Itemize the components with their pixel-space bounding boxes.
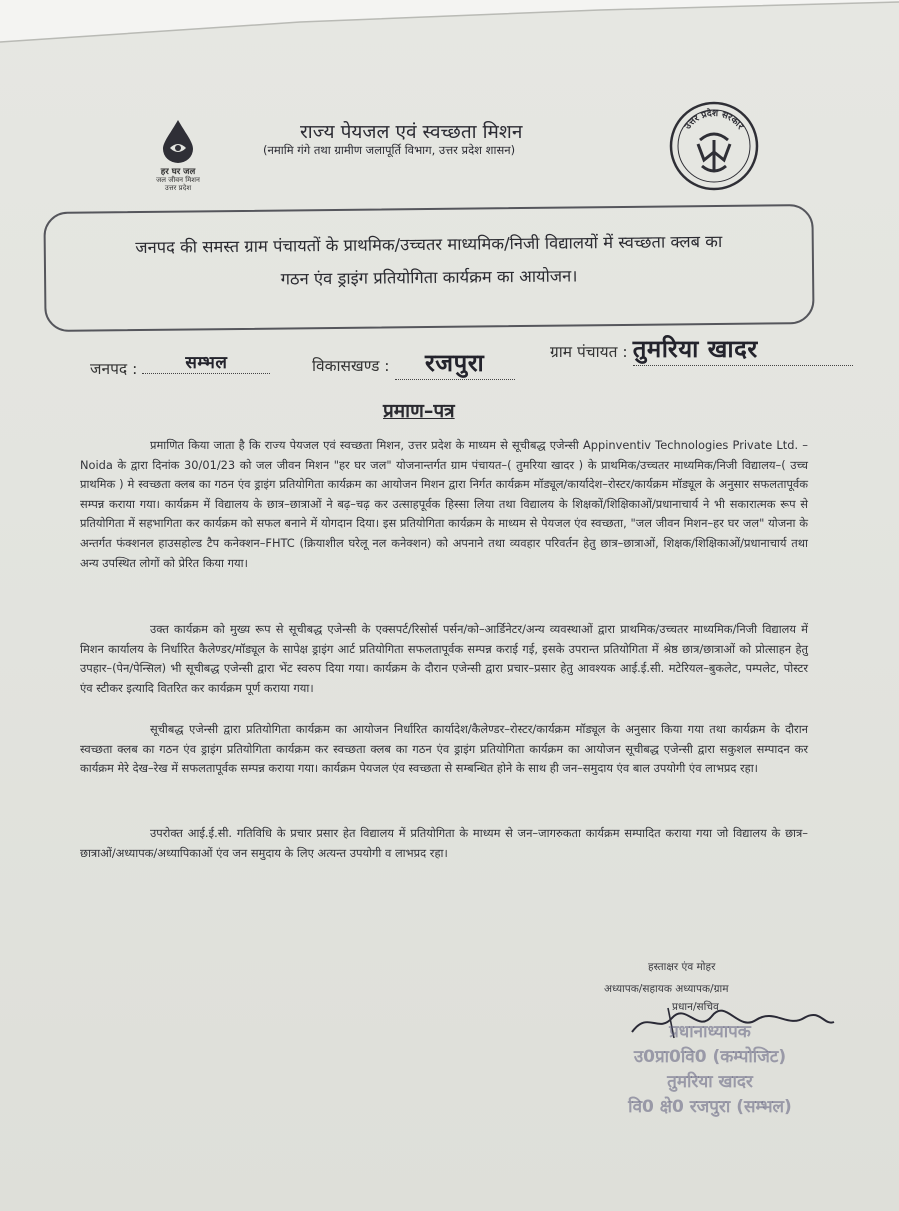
certificate-paragraph-1: प्रमाणित किया जाता है कि राज्य पेयजल एवं स्वच्छता मिशन, उत्तर प्रदेश के माध्यम से सूचीबद्ध एजेन्सी Appinventiv Technologies Private Ltd. – Noida के द्वारा दिनांक 30/01/23 को जल जीवन मिशन "हर घर जल" योजनान्तर्गत ग्राम पंचायत–( तुमरिया खादर ) के प्राथमिक/उच्चतर माध्यमिक/निजी विद्यालय–( उच्च प्राथमिक ) मे स्वच्छता क्लब का गठन एंव ड्राइंग प्रतियोगिता कार्यक्रम का आयोजन मिशन द्वारा निर्गत कार्यक्रम मॉड्यूल/कार्यादेश–रोस्टर/कार्यक्रम मॉड्यूल के अनुसार सफलतापूर्वक सम्पन्न कराया गया। कार्यक्रम में विद्यालय के छात्र–छात्राओं ने बढ़–चढ़ कर उत्साहपूर्वक हिस्सा लिया तथा विद्यालय के शिक्षकों/शिक्षिकाओं/प्रधानाचार्य ने भी सकारात्मक रूप से प्रतियोगिता में सहभागिता कर कार्यक्रम को सफल बनाने में योगदान दिया। इस प्रतियोगिता कार्यक्रम के माध्यम से पेयजल एंव स्वच्छता, "जल जीवन मिशन–हर घर जल" योजना के अन्तर्गत फंक्शनल हाउसहोल्ड टैप कनेक्शन–FHTC (क्रियाशील घरेलू नल कनेक्शन) को अपनाने तथा व्यवहार परिवर्तन हेतु छात्र–छात्राओं, शिक्षक/शिक्षिकाओं/प्रधानाचार्य तथा अन्य उपस्थित लोगों को प्रेरित किया गया। (80, 438, 808, 570)
signature-designation: अध्यापक/सहायक अध्यापक/ग्राम (604, 983, 729, 995)
logo-caption-1: हर घर जल (160, 167, 196, 177)
block-value: रजपुरा (395, 346, 515, 380)
emblem-text: उत्तर प्रदेश सरकार (683, 108, 745, 132)
water-drop-icon (160, 118, 196, 164)
stamp-line-3: तुमरिया खादर (667, 1072, 753, 1092)
janpad-value: सम्भल (142, 350, 270, 374)
signature-designation-2: प्रधान/सचिव (672, 1001, 719, 1013)
signature-heading: हस्ताक्षर एंव मोहर (648, 961, 716, 973)
janpad-label: जनपद : (90, 360, 138, 378)
gram-panchayat-label: ग्राम पंचायत : (550, 343, 628, 361)
torn-top-edge (0, 0, 899, 48)
gram-panchayat-value: तुमरिया खादर (633, 332, 853, 366)
certificate-title: प्रमाण–पत्र (383, 400, 455, 422)
stamp-line-1: प्रधानाध्यापक (669, 1022, 751, 1042)
subject-line-1: जनपद की समस्त ग्राम पंचायतों के प्राथमिक/उच्चतर माध्यमिक/निजी विद्यालयों में स्वच्छता क्लब का (135, 231, 723, 258)
header-subtitle: (नमामि गंगे तथा ग्रामीण जलापूर्ति विभाग, उत्तर प्रदेश शासन) (263, 143, 516, 157)
up-government-emblem-icon (668, 100, 760, 192)
subject-line-2: गठन एंव ड्राइंग प्रतियोगिता कार्यक्रम का आयोजन। (280, 266, 578, 289)
gram-panchayat-field (550, 332, 853, 366)
stamp-line-4: वि0 क्षे0 रजपुरा (सम्भल) (628, 1097, 792, 1117)
header-title: राज्य पेयजल एवं स्वच्छता मिशन (300, 121, 523, 143)
certificate-paragraph-3: सूचीबद्ध एजेन्सी द्वारा प्रतियोगिता कार्यक्रम का आयोजन निर्धारित कार्यादेश/कैलेण्डर–रोस्टर/कार्यक्रम मॉड्यूल के अनुसार किया गया तथा कार्यक्रम के दौरान स्वच्छता क्लब का गठन एंव ड्राइंग प्रतियोगिता कार्यक्रम कर स्वच्छता क्लब का गठन एंव ड्राइंग प्रतियोगिता कार्यक्रम का आयोजन सूचीबद्ध एजेन्सी द्वारा सकुशल सम्पादन कर कार्यक्रम मेरे देख–रेख में सफलतापूर्वक सम्पन्न कराया गया। कार्यक्रम पेयजल एंव स्वच्छता से सम्बन्धित होने के साथ ही जन–समुदाय एंव बाल उपयोगी एंव लाभप्रद रहा। (80, 722, 808, 776)
subject-box (43, 204, 814, 332)
block-field (312, 346, 515, 380)
stamp-line-2: उ0प्रा0वि0 (कम्पोजिट) (633, 1047, 787, 1067)
svg-text:उत्तर प्रदेश सरकार (683, 107, 746, 132)
jal-jeevan-mission-logo (138, 118, 218, 198)
certificate-paragraph-4: उपरोक्त आई.ई.सी. गतिविधि के प्रचार प्रसार हेत विद्यालय में प्रतियोगिता के माध्यम से जन–जागरुकता कार्यक्रम सम्पादित कराया गया जो विद्यालय के छात्र–छात्राओं/अध्यापक/अध्यापिकाओं एंव जन समुदाय के लिए अत्यन्त उपयोगी व लाभप्रद रहा। (80, 826, 808, 860)
logo-caption-2: जल जीवन मिशन (156, 176, 200, 184)
school-stamp (600, 1020, 820, 1120)
janpad-field (90, 353, 270, 380)
certificate-paragraph-2: उक्त कार्यक्रम को मुख्य रूप से सूचीबद्ध एजेन्सी के एक्सपर्ट/रिसोर्स पर्सन/को–आर्डिनेटर/अन्य व्यवस्थाओं द्वारा प्राथमिक/उच्चतर माध्यमिक/निजी विद्यालय में मिशन कार्यालय के निर्धारित कैलेण्डर/मॉड्यूल के सापेक्ष ड्राइंग आर्ट प्रतियोगिता सफलतापूर्वक सम्पन्न कराई गई, इसके उपरान्त प्रतियोगिता में श्रेष्ठ छात्र/छात्राओं को प्रोत्साहन हेतु उपहार–(पेन/पेन्सिल) भी सूचीबद्ध एजेन्सी द्वारा भेंट स्वरुप दिया गया। कार्यक्रम के दौरान एजेन्सी द्वारा प्रचार–प्रसार हेतु आवश्यक आई.ई.सी. मटेरियल–बुकलेट, पम्पलेट, पोस्टर एंव स्टीकर इत्यादि वितरित कर कार्यक्रम पूर्ण कराया गया। (80, 622, 808, 695)
block-label: विकासखण्ड : (312, 357, 390, 375)
logo-caption-3: उत्तर प्रदेश (164, 184, 192, 192)
